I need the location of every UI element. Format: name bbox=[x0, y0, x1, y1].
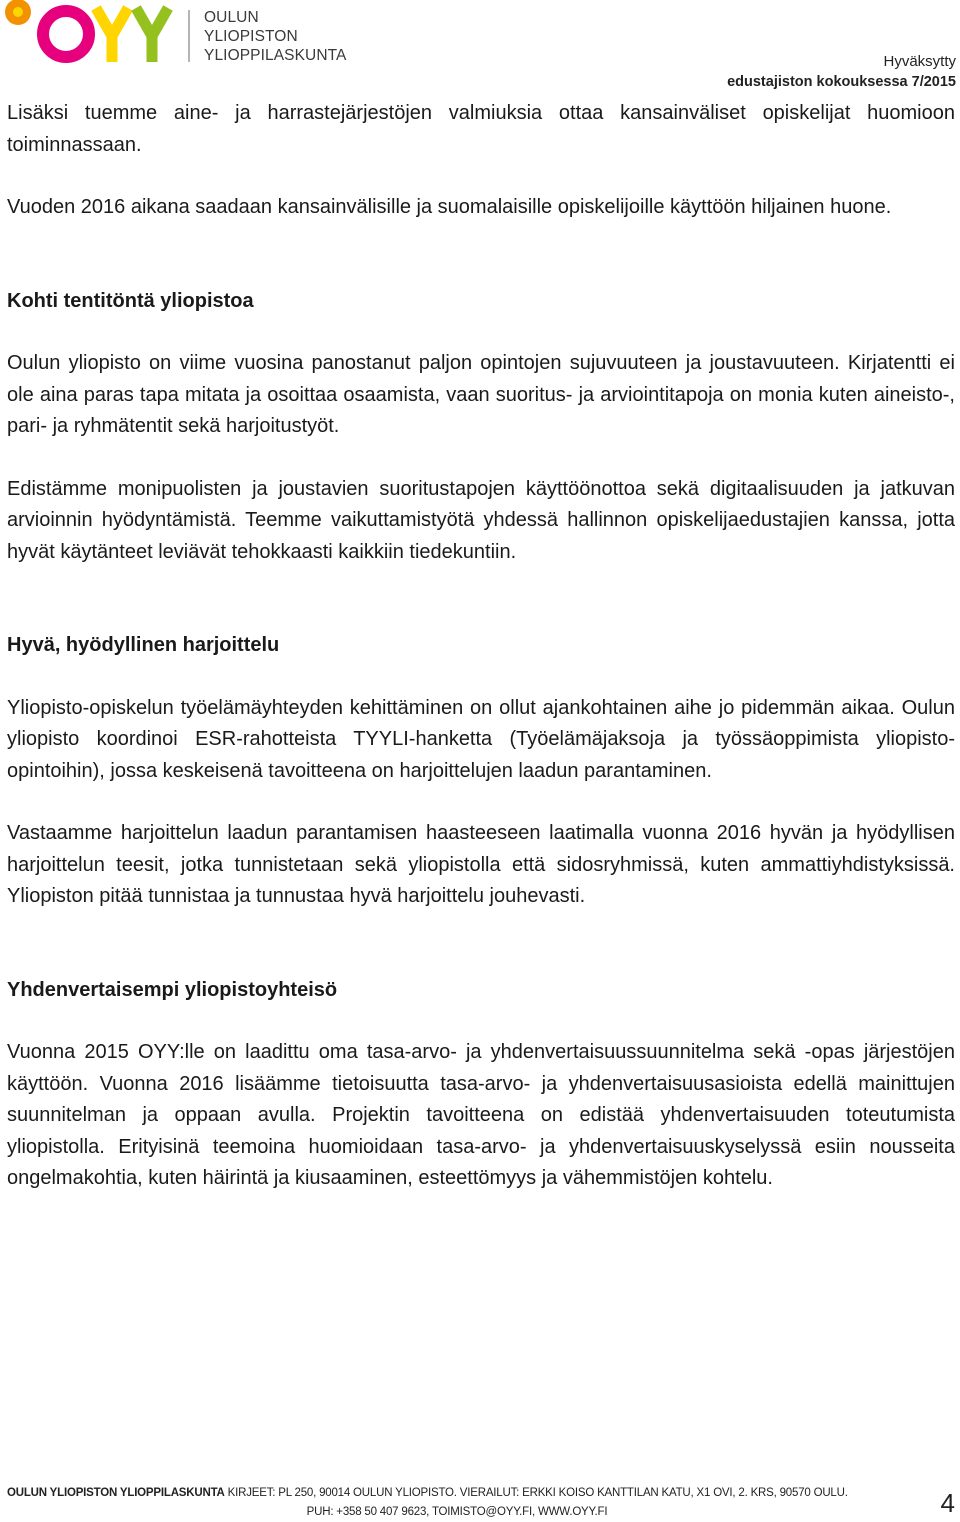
oyy-logo-mark bbox=[0, 0, 200, 70]
page-footer bbox=[7, 1484, 907, 1522]
logo-wordmark bbox=[204, 8, 346, 65]
section-heading-2: Hyvä, hyödyllinen harjoittelu bbox=[7, 634, 280, 656]
paragraph-7: Vuonna 2015 OYY:lle on laadittu oma tasa-arvo- ja yhdenvertaisuussuunnitelma sekä -opas järjestöjen käyttöön. Vuonna 2016 lisäämme tietoisuutta tasa-arvo- ja yhdenvertaisuusasioista edellä mainittujen suunnitelman ja oppaan avulla. Projektin tavoitteena on edistää yhdenvertaisuuden toteutumista yliopistolla. Erityisinä teemoina huomioidaan tasa-arvo- ja yhdenvertaisuuskyselyssä esiin nousseita ongelmakohtia, kuten häirintä ja kiusaaminen, esteettömyys ja vähemmistöjen kohtelu. bbox=[7, 1041, 955, 1189]
approval-meeting: edustajiston kokouksessa 7/2015 bbox=[727, 74, 956, 90]
footer-address-line bbox=[7, 1484, 907, 1503]
paragraph-3: Oulun yliopisto on viime vuosina panostanut paljon opintojen sujuvuuteen ja joustavuuteen. Kirjatentti ei ole aina paras tapa mitata ja osoittaa osaamista, vaan suoritus- ja arviointitapoja on monia kuten aineisto-, pari- ja ryhmätentit sekä harjoitustyöt. bbox=[7, 352, 955, 437]
paragraph-1: Lisäksi tuemme aine- ja harrastejärjestöjen valmiuksia ottaa kansainväliset opiskelijat huomioon toiminnassaan. bbox=[7, 102, 955, 156]
footer-address: KIRJEET: PL 250, 90014 OULUN YLIOPISTO. VIERAILUT: ERKKI KOISO KANTTILAN KATU, X1 OVI, 2. KRS, 90570 OULU. bbox=[224, 1487, 848, 1499]
logo-line-2: YLIOPISTON bbox=[204, 28, 298, 45]
section-heading-1: Kohti tentitöntä yliopistoa bbox=[7, 289, 254, 312]
logo-line-1: OULUN bbox=[204, 9, 259, 26]
footer-org-name: OULUN YLIOPISTON YLIOPPILASKUNTA bbox=[7, 1487, 225, 1499]
logo-line-3: YLIOPPILASKUNTA bbox=[204, 47, 347, 64]
paragraph-6: Vastaamme harjoittelun laadun parantamisen haasteeseen laatimalla vuonna 2016 hyvän ja hyödyllisen harjoittelun teesit, jotka tunnistetaan sekä yliopistolla että sidosryhmissä, kuten ammattiyhdistyksissä. Yliopiston pitää tunnistaa ja tunnustaa hyvä harjoittelu jouhevasti. bbox=[7, 822, 955, 907]
oyy-logo bbox=[0, 0, 360, 70]
page-number: 4 bbox=[940, 1488, 955, 1518]
approval-status: Hyväksytty bbox=[883, 53, 956, 70]
paragraph-2: Vuoden 2016 aikana saadaan kansainvälisille ja suomalaisille opiskelijoille käyttöön hiljainen huone. bbox=[7, 196, 892, 218]
paragraph-4: Edistämme monipuolisten ja joustavien suoritustapojen käyttöönottoa sekä digitaalisuuden ja jatkuvan arvioinnin hyödyntämistä. Teemme vaikuttamistyötä yhdessä hallinnon opiskelijaedustajien kanssa, jotta hyvät käytänteet leviävät tehokkaasti kaikkiin tiedekuntiin. bbox=[7, 477, 955, 563]
footer-contact-line: PUH: +358 50 407 9623, TOIMISTO@OYY.FI, WWW.OYY.FI bbox=[306, 1506, 608, 1518]
paragraph-5: Yliopisto-opiskelun työelämäyhteyden kehittäminen on ollut ajankohtainen aihe jo pidemmän aikaa. Oulun yliopisto koordinoi ESR-rahotteista TYYLI-hanketta (Työelämäjaksoja ja työssäoppimista yliopisto-opintoihin), jossa keskeisenä tavoitteena on harjoittelujen laadun parantaminen. bbox=[7, 696, 955, 782]
section-heading-3: Yhdenvertaisempi yliopistoyhteisö bbox=[7, 978, 338, 1001]
document-body bbox=[7, 98, 955, 1195]
approval-note bbox=[727, 52, 956, 92]
